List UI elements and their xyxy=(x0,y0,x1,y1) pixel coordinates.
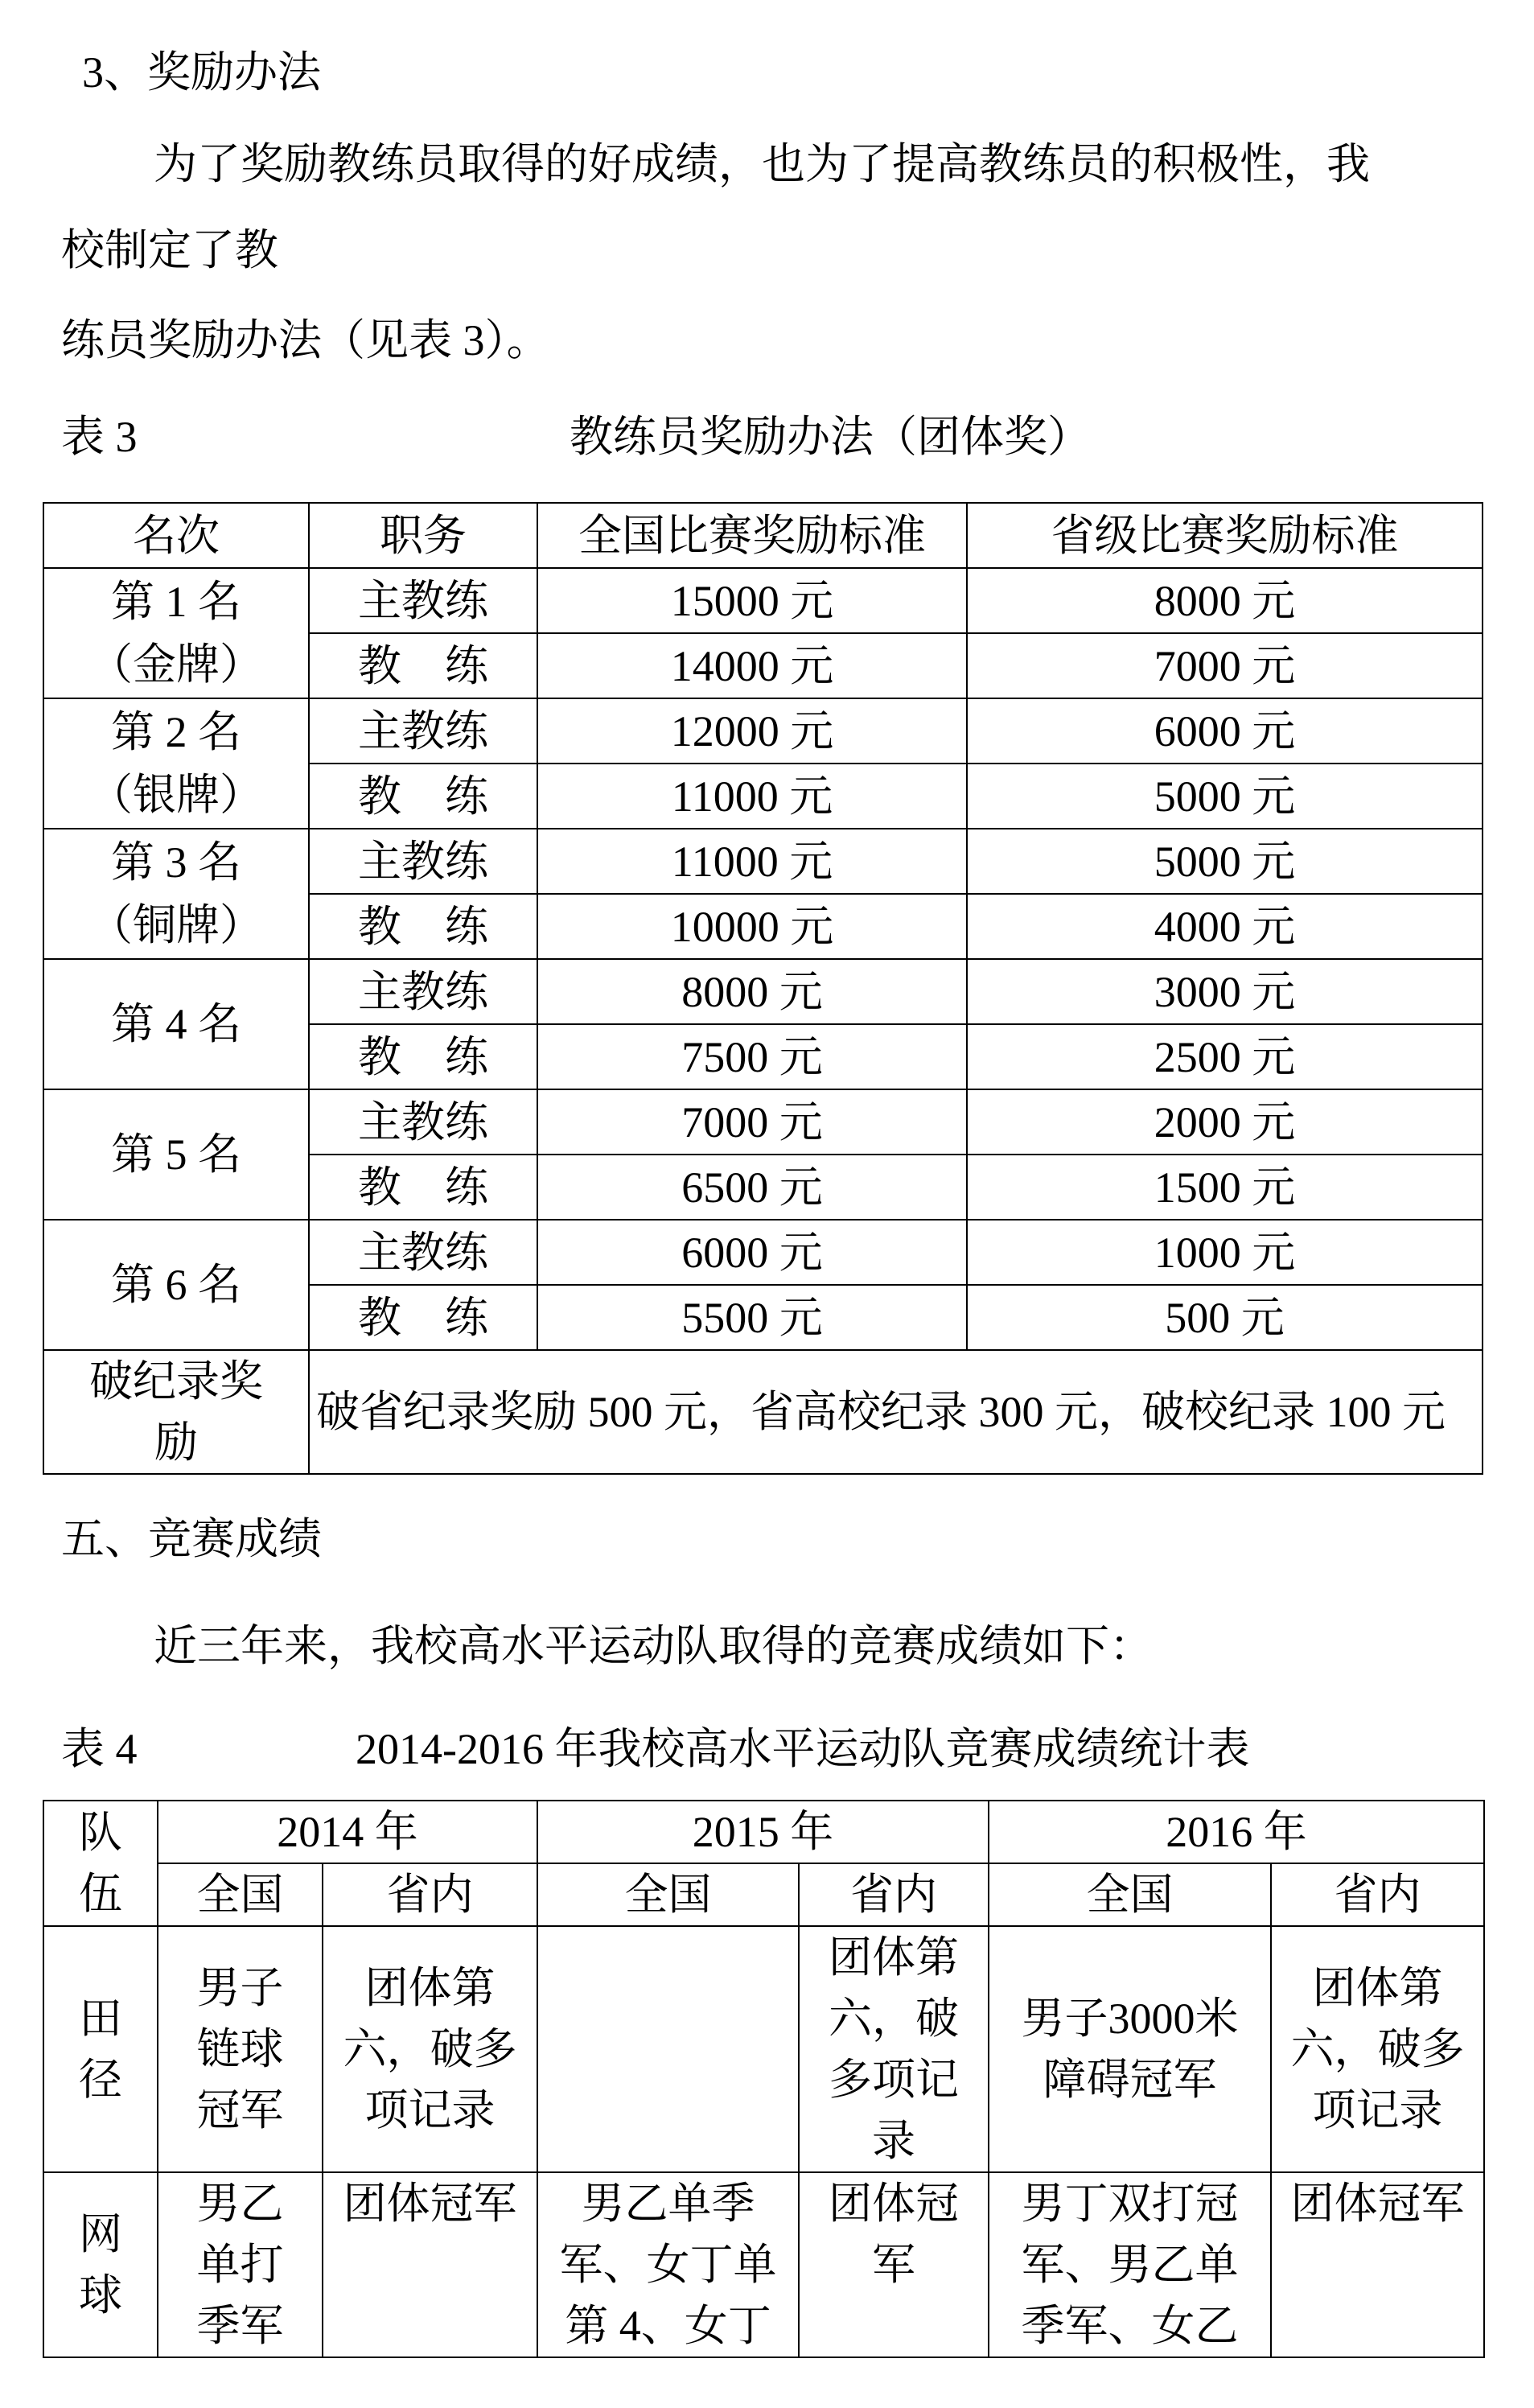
provincial-reward-cell: 1000 元 xyxy=(967,1220,1483,1285)
table-row xyxy=(43,698,1483,764)
role-cell: 教 练 xyxy=(309,764,537,829)
provincial-reward-cell: 8000 元 xyxy=(967,568,1483,633)
result-cell: 团体冠军 xyxy=(799,2172,989,2357)
role-cell: 主教练 xyxy=(309,829,537,894)
result-cell xyxy=(537,1926,799,2172)
national-reward-cell: 11000 元 xyxy=(537,764,967,829)
table-row xyxy=(43,1089,1483,1155)
national-reward-cell: 12000 元 xyxy=(537,698,967,764)
provincial-reward-cell: 2000 元 xyxy=(967,1089,1483,1155)
rank-label: 第 6 名 xyxy=(111,1261,241,1309)
provincial-reward-cell: 5000 元 xyxy=(967,829,1483,894)
column-header: 省级比赛奖励标准 xyxy=(967,503,1483,568)
table-row xyxy=(43,2172,1484,2357)
result-cell: 男子链球冠军 xyxy=(158,1926,323,2172)
table-row xyxy=(43,959,1483,1024)
year-header: 2014 年 xyxy=(158,1801,537,1863)
column-header: 名次 xyxy=(43,503,309,568)
heading-reward: 3、奖励办法 xyxy=(82,48,321,97)
record-label-cell: 破纪录奖励 xyxy=(43,1350,309,1474)
provincial-reward-cell: 500 元 xyxy=(967,1285,1483,1350)
rank-cell xyxy=(43,1089,309,1220)
role-cell: 主教练 xyxy=(309,959,537,1024)
sub-header: 省内 xyxy=(1271,1863,1484,1926)
sub-header: 全国 xyxy=(989,1863,1271,1926)
role-cell: 主教练 xyxy=(309,1220,537,1285)
rank-label: 第 5 名 xyxy=(111,1130,241,1179)
role-cell: 主教练 xyxy=(309,698,537,764)
paragraph-line: 近三年来，我校高水平运动队取得的竞赛成绩如下： xyxy=(154,1622,1153,1670)
provincial-reward-cell: 1500 元 xyxy=(967,1155,1483,1220)
medal-label: （铜牌） xyxy=(89,901,263,949)
table-header-row xyxy=(43,503,1483,568)
role-cell: 主教练 xyxy=(309,1089,537,1155)
paragraph-line: 校制定了教 xyxy=(61,226,278,274)
team-header-cell: 队伍 xyxy=(43,1801,158,1926)
role-cell: 教 练 xyxy=(309,1155,537,1220)
rank-cell xyxy=(43,698,309,829)
record-text-cell: 破省纪录奖励 500 元，省高校纪录 300 元，破校纪录 100 元 xyxy=(309,1350,1483,1474)
sub-header: 省内 xyxy=(799,1863,989,1926)
section-title: 五、竞赛成绩 xyxy=(61,1515,322,1563)
record-row xyxy=(43,1350,1483,1474)
sub-header: 省内 xyxy=(323,1863,537,1926)
paragraph-line: 练员奖励办法（见表 3）。 xyxy=(61,316,550,364)
year-header: 2016 年 xyxy=(989,1801,1484,1863)
national-reward-cell: 5500 元 xyxy=(537,1285,967,1350)
team-cell: 田径 xyxy=(43,1926,158,2172)
medal-label: （金牌） xyxy=(89,640,263,689)
sub-header-row xyxy=(43,1863,1484,1926)
team-cell: 网球 xyxy=(43,2172,158,2357)
rank-cell xyxy=(43,959,309,1089)
medal-label: （银牌） xyxy=(89,771,263,819)
national-reward-cell: 10000 元 xyxy=(537,894,967,959)
table-row xyxy=(43,1220,1483,1285)
result-cell: 男丁双打冠军、男乙单季军、女乙 xyxy=(989,2172,1271,2357)
rank-label: 第 1 名 xyxy=(111,578,241,626)
national-reward-cell: 15000 元 xyxy=(537,568,967,633)
provincial-reward-cell: 6000 元 xyxy=(967,698,1483,764)
year-header-row xyxy=(43,1801,1484,1863)
column-header: 全国比赛奖励标准 xyxy=(537,503,967,568)
role-cell: 主教练 xyxy=(309,568,537,633)
table3-title: 教练员奖励办法（团体奖） xyxy=(570,413,1091,461)
national-reward-cell: 6500 元 xyxy=(537,1155,967,1220)
result-cell: 男乙单季军、女丁单第 4、女丁 xyxy=(537,2172,799,2357)
table-row xyxy=(43,568,1483,633)
table3-label: 表 3 xyxy=(61,413,138,461)
national-reward-cell: 7000 元 xyxy=(537,1089,967,1155)
provincial-reward-cell: 4000 元 xyxy=(967,894,1483,959)
national-reward-cell: 11000 元 xyxy=(537,829,967,894)
paragraph-line: 为了奖励教练员取得的好成绩，也为了提高教练员的积极性，我 xyxy=(154,140,1370,188)
rank-label: 第 3 名 xyxy=(111,838,241,887)
provincial-reward-cell: 3000 元 xyxy=(967,959,1483,1024)
column-header: 职务 xyxy=(309,503,537,568)
result-cell: 团体冠军 xyxy=(323,2172,537,2357)
sub-header: 全国 xyxy=(537,1863,799,1926)
result-cell: 男乙单打季军 xyxy=(158,2172,323,2357)
table-row xyxy=(43,1926,1484,2172)
provincial-reward-cell: 2500 元 xyxy=(967,1024,1483,1089)
role-cell: 教 练 xyxy=(309,633,537,698)
rank-cell xyxy=(43,568,309,698)
table-row xyxy=(43,829,1483,894)
provincial-reward-cell: 7000 元 xyxy=(967,633,1483,698)
national-reward-cell: 14000 元 xyxy=(537,633,967,698)
result-cell: 团体第六，破多项记录 xyxy=(1271,1926,1484,2172)
role-cell: 教 练 xyxy=(309,894,537,959)
result-cell: 团体冠军 xyxy=(1271,2172,1484,2357)
result-cell: 团体第六，破多项记录 xyxy=(799,1926,989,2172)
role-cell: 教 练 xyxy=(309,1285,537,1350)
table4-title: 2014-2016 年我校高水平运动队竞赛成绩统计表 xyxy=(356,1725,1250,1773)
results-table xyxy=(43,1800,1485,2358)
result-cell: 男子3000米障碍冠军 xyxy=(989,1926,1271,2172)
sub-header: 全国 xyxy=(158,1863,323,1926)
national-reward-cell: 7500 元 xyxy=(537,1024,967,1089)
result-cell: 团体第六，破多项记录 xyxy=(323,1926,537,2172)
rank-cell xyxy=(43,1220,309,1350)
rank-label: 第 2 名 xyxy=(111,708,241,756)
national-reward-cell: 8000 元 xyxy=(537,959,967,1024)
national-reward-cell: 6000 元 xyxy=(537,1220,967,1285)
provincial-reward-cell: 5000 元 xyxy=(967,764,1483,829)
table4-label: 表 4 xyxy=(61,1725,138,1773)
reward-table xyxy=(43,502,1483,1475)
rank-cell xyxy=(43,829,309,959)
year-header: 2015 年 xyxy=(537,1801,989,1863)
role-cell: 教 练 xyxy=(309,1024,537,1089)
rank-label: 第 4 名 xyxy=(111,1000,241,1048)
